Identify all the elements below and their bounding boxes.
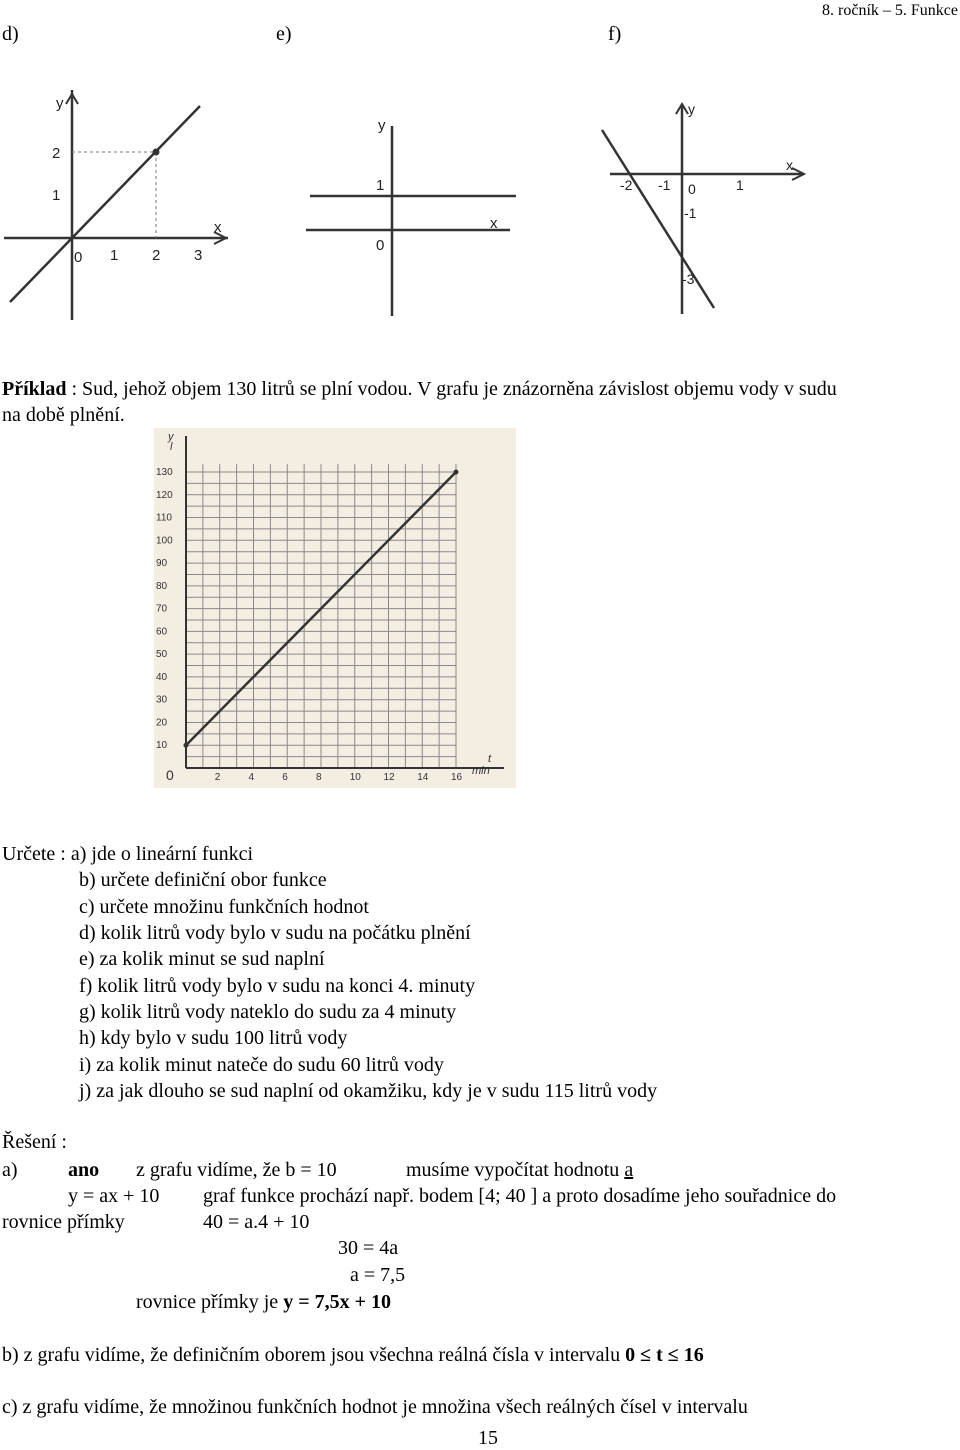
chart-x-tick-label: 2 (214, 772, 221, 783)
chart-x-tick-label: 8 (316, 772, 322, 783)
graph-d-origin: 0 (74, 249, 83, 266)
chart-y-tick-label: 90 (156, 558, 168, 570)
graph-e-axis-x-label: x (490, 215, 498, 232)
solution-a-answer: ano (68, 1159, 100, 1181)
graph-f-axis-x-label: x (786, 157, 793, 173)
graph-d-tick-x-3: 3 (194, 247, 203, 264)
graph-f-tick-y-minus1: -1 (684, 205, 697, 221)
chart-x-tick-label: 0 (166, 767, 174, 783)
graph-f-tick-x-minus1: -1 (658, 177, 671, 193)
chart-y-tick-label: 60 (156, 626, 168, 638)
example-label: Příklad (2, 378, 67, 400)
task-c: c) určete množinu funkčních hodnot (79, 896, 369, 918)
page-number: 15 (478, 1427, 498, 1449)
task-i: i) za kolik minut nateče do sudu 60 litrů vody (79, 1054, 444, 1076)
solution-b-interval: 0 ≤ t ≤ 16 (625, 1344, 704, 1366)
example-text-1: : Sud, jehož objem 130 litrů se plní vodou. V grafu je znázorněna závislost objemu vody v sudu (66, 378, 837, 400)
example-text-2: na době plnění. (2, 404, 125, 426)
chart-x-label: t min (472, 753, 492, 777)
chart-y-tick-label: 80 (156, 580, 168, 592)
chart-y-label: y l (168, 431, 174, 453)
graph-d-line (10, 106, 203, 302)
task-f: f) kolik litrů vody bylo v sudu na konci 4. minuty (79, 975, 476, 997)
chart-y-tick-label: 20 (156, 717, 168, 729)
volume-chart (154, 428, 516, 788)
chart-x-tick-label: 6 (282, 772, 288, 783)
graph-d (0, 80, 240, 340)
chart-x-tick-label: 10 (349, 772, 361, 783)
solution-a-text: z grafu vidíme, že b = 10 (136, 1159, 337, 1181)
running-header: 8. ročník – 5. Funkce (822, 2, 958, 19)
solution-a-label: a) (2, 1159, 18, 1181)
graph-f (590, 90, 820, 330)
solution-eq1: 40 = a.4 + 10 (203, 1211, 310, 1233)
graph-f-tick-x-1: 1 (736, 177, 744, 193)
solution-eq3: a = 7,5 (350, 1264, 406, 1286)
solution-a-var: a (624, 1159, 634, 1181)
chart-y-tick-label: 110 (156, 512, 172, 524)
solution-formula: y = ax + 10 (68, 1185, 160, 1207)
graph-e-axis-y-label: y (378, 117, 386, 134)
graph-label-e: e) (276, 23, 292, 45)
graph-e-tick-y-1: 1 (376, 177, 385, 194)
chart-x-tick-label: 14 (417, 772, 429, 783)
chart-point (454, 470, 459, 475)
task-g: g) kolik litrů vody nateklo do sudu za 4 minuty (79, 1001, 457, 1023)
chart-y-tick-label: 10 (156, 740, 168, 752)
solution-c: c) z grafu vidíme, že množinou funkčních hodnot je množina všech reálných čísel v intervalu (2, 1396, 748, 1418)
graph-e (296, 96, 526, 326)
chart-x-tick-label: 12 (383, 772, 395, 783)
chart-y-tick-label: 100 (156, 535, 173, 547)
chart-y-tick-label: 50 (156, 649, 168, 661)
graph-d-point (153, 149, 160, 156)
chart-x-tick-label: 16 (451, 772, 463, 783)
task-j: j) za jak dlouho se sud naplní od okamžiku, kdy je v sudu 115 litrů vody (79, 1080, 658, 1102)
graph-d-tick-x-2: 2 (152, 247, 161, 264)
chart-y-tick-label: 70 (156, 603, 168, 615)
graph-e-origin: 0 (376, 237, 385, 254)
task-e: e) za kolik minut se sud naplní (79, 948, 325, 970)
graph-label-d: d) (2, 23, 19, 45)
graph-d-tick-x-1: 1 (110, 247, 119, 264)
graph-d-tick-y-2: 2 (52, 145, 61, 162)
chart-point (184, 743, 189, 748)
graph-d-axis-y-label: y (56, 95, 64, 112)
graph-f-line (602, 130, 714, 308)
chart-y-tick-label: 120 (156, 489, 173, 501)
solution-line3-text: rovnice přímky (2, 1211, 125, 1233)
graph-f-axis-y-label: y (688, 101, 695, 117)
task-h: h) kdy bylo v sudu 100 litrů vody (79, 1027, 348, 1049)
chart-y-tick-label: 30 (156, 694, 168, 706)
tasks-intro: Určete : a) jde o lineární funkci (2, 843, 253, 865)
solution-result: rovnice přímky je y = 7,5x + 10 (136, 1291, 391, 1313)
graph-f-origin: 0 (688, 181, 696, 197)
example-line-1 (2, 377, 837, 401)
graph-f-tick-x-minus2: -2 (620, 177, 633, 193)
solution-formula-text: graf funkce prochází např. bodem [4; 40 ] a proto dosadíme jeho souřadnice do (203, 1185, 837, 1207)
graph-d-tick-y-1: 1 (52, 187, 61, 204)
task-b: b) určete definiční obor funkce (79, 869, 327, 891)
solution-heading: Řešení : (2, 1131, 67, 1153)
chart-x-tick-label: 4 (248, 772, 255, 783)
solution-result-eq: y = 7,5x + 10 (283, 1291, 391, 1313)
graph-f-tick-y-minus3: -3 (682, 271, 695, 287)
chart-y-tick-label: 130 (156, 467, 173, 478)
graph-d-axis-x-label: x (214, 219, 222, 236)
task-d: d) kolik litrů vody bylo v sudu na počátku plnění (79, 922, 471, 944)
solution-eq2: 30 = 4a (338, 1237, 399, 1259)
solution-a-need: musíme vypočítat hodnotu a (406, 1159, 634, 1181)
solution-b: b) z grafu vidíme, že definičním oborem jsou všechna reálná čísla v intervalu 0 ≤ t ≤ 16 (2, 1344, 704, 1366)
graph-label-f: f) (608, 23, 622, 45)
chart-y-tick-label: 40 (156, 671, 168, 683)
